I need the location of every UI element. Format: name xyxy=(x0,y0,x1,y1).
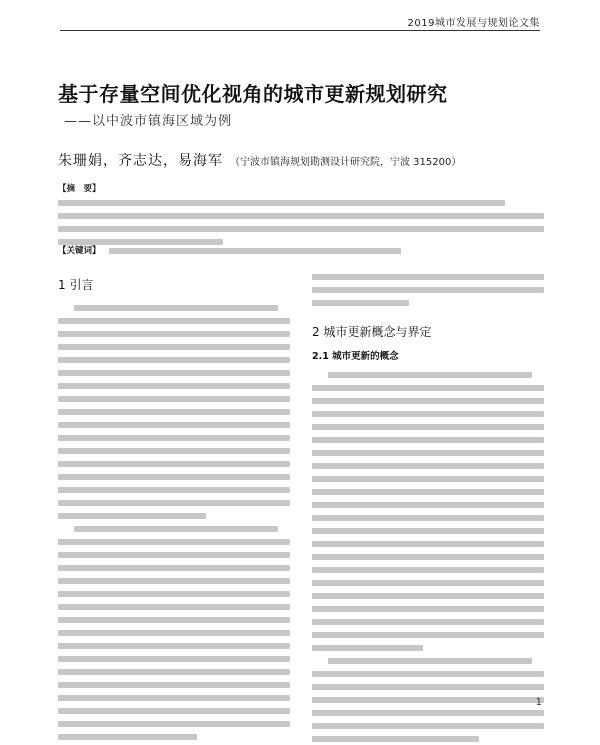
left-column xyxy=(58,270,290,743)
abstract xyxy=(58,182,544,248)
keywords xyxy=(58,244,544,256)
header-rule xyxy=(60,30,540,31)
affiliation: （宁波市镇海规划勘测设计研究院，宁波 315200） xyxy=(230,157,462,168)
section-2-1-heading: 2.1 城市更新的概念 xyxy=(312,351,399,362)
section-2-heading: 2 城市更新概念与界定 xyxy=(312,325,432,339)
section-1-heading: 1 引言 xyxy=(58,278,94,292)
page-number: 1 xyxy=(535,697,542,708)
section-1-continued xyxy=(312,270,544,309)
authors: 朱珊娟，齐志达，易海军 xyxy=(58,153,223,169)
paper-subtitle: ——以中波市镇海区域为例 xyxy=(64,114,233,129)
series-title: 2019城市发展与规划论文集 xyxy=(407,18,540,29)
abstract-body xyxy=(58,196,544,248)
running-header xyxy=(0,0,600,38)
abstract-label: 【摘 要】 xyxy=(58,184,101,194)
section-2-1-body xyxy=(312,368,544,745)
right-column xyxy=(312,270,544,745)
keywords-label: 【关键词】 xyxy=(58,246,101,256)
paper-title: 基于存量空间优化视角的城市更新规划研究 xyxy=(58,82,448,106)
keywords-body xyxy=(109,248,401,254)
section-1-body xyxy=(58,301,290,743)
